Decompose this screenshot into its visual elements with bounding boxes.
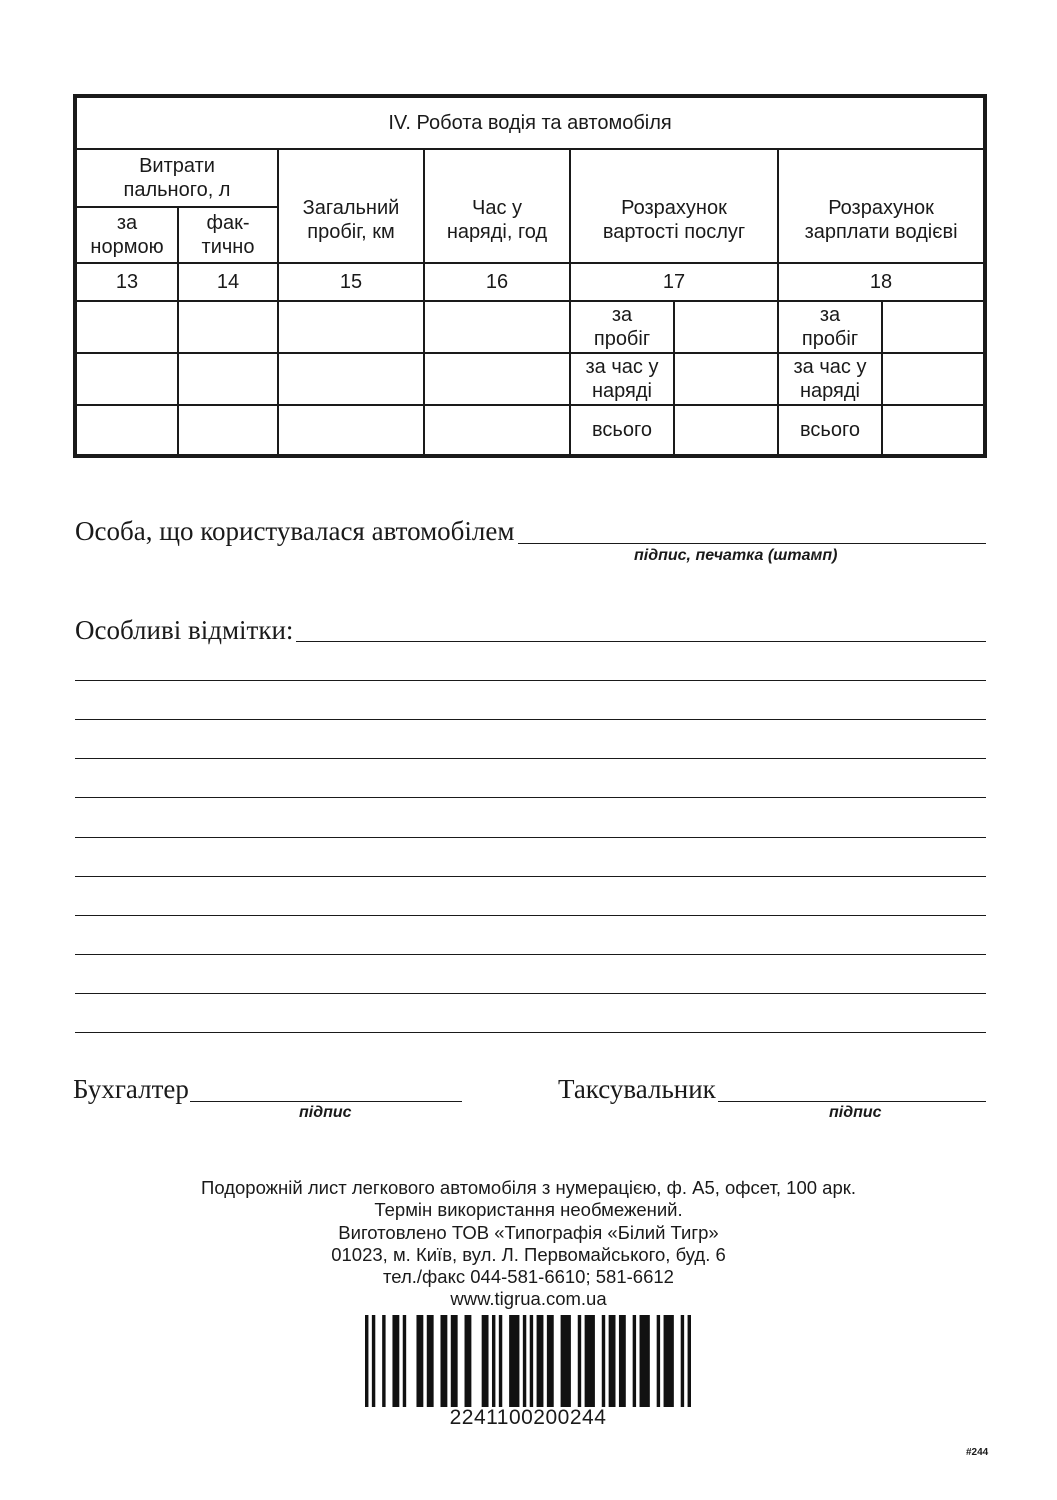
- barcode-bar: [382, 1315, 385, 1407]
- table-cell[interactable]: [178, 301, 278, 353]
- imprint-line: Виготовлено ТОВ «Типографія «Білий Тигр»: [338, 1221, 719, 1243]
- person-signature-hint: підпис, печатка (штамп): [634, 547, 838, 564]
- notes-line[interactable]: [75, 954, 986, 955]
- table-cell[interactable]: [882, 301, 985, 353]
- imprint-line: Подорожній лист легкового автомобіля з нумерацією, ф. А5, офсет, 100 арк.: [201, 1177, 856, 1198]
- accountant-signature-hint: підпис: [299, 1104, 352, 1121]
- col-number: 15: [278, 263, 424, 301]
- barcode-bar: [688, 1315, 691, 1407]
- barcode-bar: [530, 1315, 533, 1407]
- barcode: [365, 1315, 691, 1407]
- barcode-bar: [403, 1315, 406, 1407]
- table-cell[interactable]: [178, 405, 278, 456]
- person-label: Особа, що користувалася автомобілем: [75, 516, 515, 546]
- fuel-actual-header: фак-тично: [178, 207, 278, 263]
- row-label: всього: [778, 405, 882, 456]
- barcode-bar: [451, 1315, 458, 1407]
- table-cell[interactable]: [75, 405, 178, 456]
- notes-line[interactable]: [75, 993, 986, 994]
- barcode-bar: [440, 1315, 447, 1407]
- barcode-bar: [664, 1315, 674, 1407]
- barcode-bar: [537, 1315, 544, 1407]
- table-cell[interactable]: [278, 301, 424, 353]
- row-label: за пробіг: [570, 301, 674, 353]
- imprint: [0, 1177, 1057, 1311]
- barcode-bar: [416, 1315, 423, 1407]
- table-cell[interactable]: [424, 353, 570, 405]
- barcode-bar: [657, 1315, 660, 1407]
- row-label: за час у наряді: [778, 353, 882, 405]
- barcode-bar: [602, 1315, 605, 1407]
- barcode-bar: [482, 1315, 489, 1407]
- col-number: 17: [570, 263, 778, 301]
- barcode-bar: [619, 1315, 626, 1407]
- person-signature-line[interactable]: [518, 543, 986, 544]
- col-number: 16: [424, 263, 570, 301]
- barcode-bar: [499, 1315, 502, 1407]
- salary-header: Розрахунок зарплати водієві: [778, 149, 985, 263]
- barcode-bar: [492, 1315, 495, 1407]
- notes-line[interactable]: [75, 837, 986, 838]
- imprint-website: www.tigrua.com.ua: [450, 1288, 607, 1310]
- imprint-line: 01023, м. Київ, вул. Л. Первомайського, буд. 6: [331, 1243, 726, 1265]
- col-number: 13: [75, 263, 178, 301]
- notes-line[interactable]: [75, 915, 986, 916]
- barcode-bar: [578, 1315, 581, 1407]
- barcode-number: 2241100200244: [449, 1406, 607, 1429]
- notes-line[interactable]: [75, 680, 986, 681]
- table-title: IV. Робота водія та автомобіля: [75, 96, 985, 149]
- table-cell[interactable]: [424, 301, 570, 353]
- notes-line[interactable]: [75, 876, 986, 877]
- table-cell[interactable]: [278, 353, 424, 405]
- notes-line[interactable]: [75, 797, 986, 798]
- barcode-bar: [640, 1315, 650, 1407]
- notes-line[interactable]: [75, 758, 986, 759]
- table-cell[interactable]: [75, 353, 178, 405]
- taxer-signature-hint: підпис: [829, 1104, 882, 1121]
- barcode-bar: [509, 1315, 519, 1407]
- table-cell[interactable]: [75, 301, 178, 353]
- table-cell[interactable]: [278, 405, 424, 456]
- accountant-label: Бухгалтер: [73, 1074, 189, 1104]
- barcode-bar: [523, 1315, 526, 1407]
- notes-line[interactable]: [75, 1032, 986, 1033]
- form-code: #244: [966, 1447, 989, 1458]
- mileage-header: Загальний пробіг, км: [278, 149, 424, 263]
- taxer-signature-line[interactable]: [718, 1101, 986, 1102]
- notes-line[interactable]: [296, 641, 986, 642]
- barcode-bar: [681, 1315, 684, 1407]
- fuel-norm-header: за нормою: [75, 207, 178, 263]
- fuel-header: Витрати пального, л: [75, 149, 278, 207]
- barcode-bar: [392, 1315, 399, 1407]
- time-header: Час у наряді, год: [424, 149, 570, 263]
- imprint-line: Термін використання необмежений.: [374, 1199, 683, 1221]
- taxer-label: Таксувальник: [558, 1074, 716, 1104]
- services-header: Розрахунок вартості послуг: [570, 149, 778, 263]
- barcode-bar: [372, 1315, 375, 1407]
- table-cell[interactable]: [674, 301, 778, 353]
- table-cell[interactable]: [178, 353, 278, 405]
- row-label: за час у наряді: [570, 353, 674, 405]
- barcode-bar: [561, 1315, 571, 1407]
- notes-label: Особливі відмітки:: [75, 615, 294, 645]
- table-cell[interactable]: [882, 353, 985, 405]
- notes-line[interactable]: [75, 719, 986, 720]
- work-table: [73, 94, 987, 458]
- table-cell[interactable]: [424, 405, 570, 456]
- barcode-bar: [365, 1315, 368, 1407]
- table-cell[interactable]: [674, 405, 778, 456]
- table-cell[interactable]: [674, 353, 778, 405]
- table-cell[interactable]: [882, 405, 985, 456]
- col-number: 14: [178, 263, 278, 301]
- barcode-bar: [633, 1315, 636, 1407]
- accountant-signature-line[interactable]: [190, 1101, 462, 1102]
- col-number: 18: [778, 263, 985, 301]
- barcode-bar: [465, 1315, 472, 1407]
- barcode-bar: [427, 1315, 434, 1407]
- barcode-bar: [547, 1315, 554, 1407]
- row-label: всього: [570, 405, 674, 456]
- imprint-line: тел./факс 044-581-6610; 581-6612: [383, 1266, 674, 1288]
- barcode-bar: [585, 1315, 595, 1407]
- barcode-bar: [609, 1315, 616, 1407]
- row-label: за пробіг: [778, 301, 882, 353]
